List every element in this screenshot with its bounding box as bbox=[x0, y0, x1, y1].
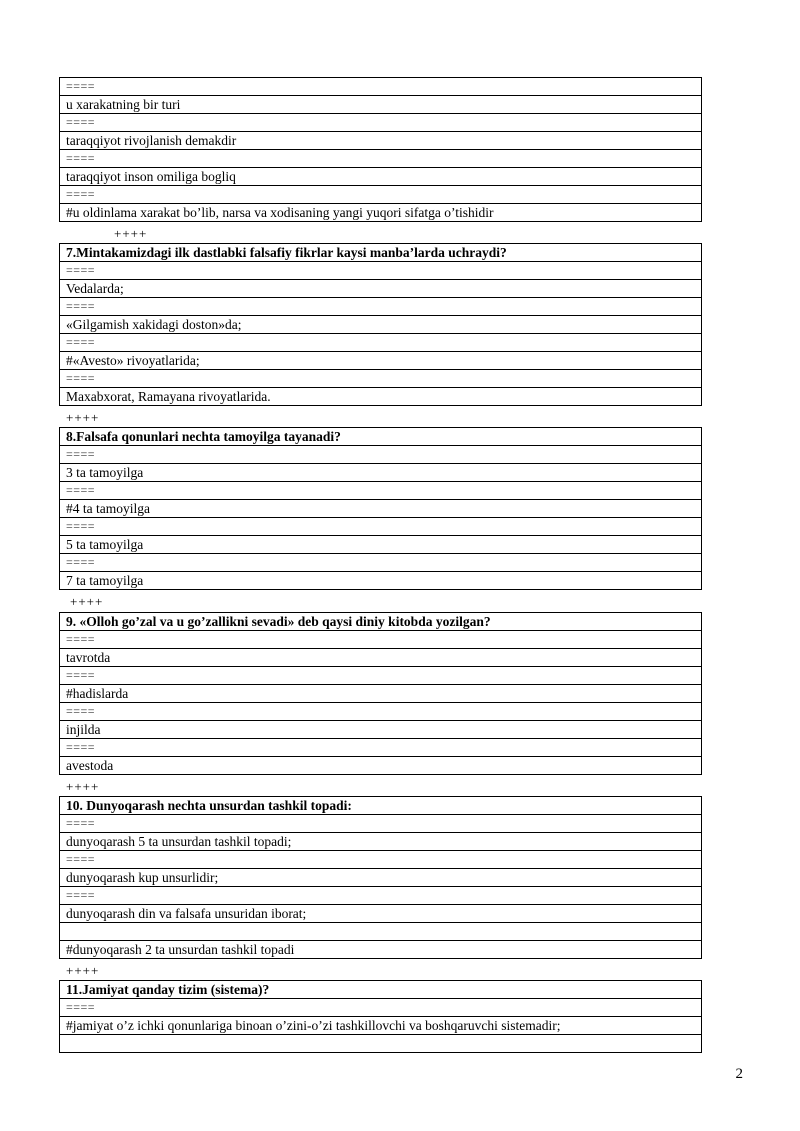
empty-separator bbox=[60, 923, 702, 941]
answer-option: 5 ta tamoyilga bbox=[60, 536, 702, 554]
question-block-6-continued bbox=[59, 77, 702, 222]
answer-option-correct: #dunyoqarash 2 ta unsurdan tashkil topadi bbox=[60, 941, 702, 959]
question-text: 7.Mintakamizdagi ilk dastlabki falsafiy fikrlar kaysi manba’larda uchraydi? bbox=[60, 244, 702, 262]
separator: ==== bbox=[60, 262, 702, 280]
question-block-7 bbox=[59, 243, 702, 406]
separator: ==== bbox=[60, 334, 702, 352]
answer-option: taraqqiyot inson omiliga bogliq bbox=[60, 168, 702, 186]
separator: ==== bbox=[60, 999, 702, 1017]
plus-marker: ++++ bbox=[66, 410, 100, 425]
question-block-11 bbox=[59, 980, 702, 1053]
answer-option-correct: #hadislarda bbox=[60, 685, 702, 703]
answer-option-correct: #4 ta tamoyilga bbox=[60, 500, 702, 518]
separator: ==== bbox=[60, 851, 702, 869]
answer-option: 7 ta tamoyilga bbox=[60, 572, 702, 590]
page-number: 2 bbox=[735, 1066, 743, 1082]
plus-marker: ++++ bbox=[66, 963, 100, 978]
answer-option: injilda bbox=[60, 721, 702, 739]
separator: ==== bbox=[60, 887, 702, 905]
answer-option: dunyoqarash kup unsurlidir; bbox=[60, 869, 702, 887]
question-text: 10. Dunyoqarash nechta unsurdan tashkil topadi: bbox=[60, 797, 702, 815]
separator: ==== bbox=[60, 298, 702, 316]
plus-marker: ++++ bbox=[66, 779, 100, 794]
answer-option: dunyoqarash 5 ta unsurdan tashkil topadi; bbox=[60, 833, 702, 851]
question-text: 8.Falsafa qonunlari nechta tamoyilga tayanadi? bbox=[60, 428, 702, 446]
answer-option: Maxabxorat, Ramayana rivoyatlarida. bbox=[60, 388, 702, 406]
separator: ==== bbox=[60, 518, 702, 536]
plus-marker: ++++ bbox=[114, 226, 148, 241]
question-text: 9. «Olloh go’zal va u go’zallikni sevadi» deb qaysi diniy kitobda yozilgan? bbox=[60, 613, 702, 631]
answer-option-correct: #u oldinlama xarakat bo’lib, narsa va xodisaning yangi yuqori sifatga o’tishidir bbox=[60, 204, 702, 222]
plus-marker: ++++ bbox=[70, 594, 104, 609]
separator: ==== bbox=[60, 482, 702, 500]
question-block-10 bbox=[59, 796, 702, 959]
answer-option: u xarakatning bir turi bbox=[60, 96, 702, 114]
separator: ==== bbox=[60, 150, 702, 168]
separator: ==== bbox=[60, 78, 702, 96]
separator: ==== bbox=[60, 667, 702, 685]
separator: ==== bbox=[60, 631, 702, 649]
question-block-8 bbox=[59, 427, 702, 590]
answer-option: avestoda bbox=[60, 757, 702, 775]
separator: ==== bbox=[60, 446, 702, 464]
question-block-9 bbox=[59, 612, 702, 775]
separator: ==== bbox=[60, 114, 702, 132]
answer-option: 3 ta tamoyilga bbox=[60, 464, 702, 482]
answer-option: «Gilgamish xakidagi doston»da; bbox=[60, 316, 702, 334]
answer-option: Vedalarda; bbox=[60, 280, 702, 298]
answer-option-correct: #jamiyat o’z ichki qonunlariga binoan o’zini-o’zi tashkillovchi va boshqaruvchi sistemadir; bbox=[60, 1017, 702, 1035]
answer-option-correct: #«Avesto» rivoyatlarida; bbox=[60, 352, 702, 370]
separator: ==== bbox=[60, 815, 702, 833]
answer-option: taraqqiyot rivojlanish demakdir bbox=[60, 132, 702, 150]
empty-row bbox=[60, 1035, 702, 1053]
separator: ==== bbox=[60, 739, 702, 757]
separator: ==== bbox=[60, 186, 702, 204]
separator: ==== bbox=[60, 703, 702, 721]
question-text: 11.Jamiyat qanday tizim (sistema)? bbox=[60, 981, 702, 999]
answer-option: dunyoqarash din va falsafa unsuridan iborat; bbox=[60, 905, 702, 923]
separator: ==== bbox=[60, 370, 702, 388]
separator: ==== bbox=[60, 554, 702, 572]
answer-option: tavrotda bbox=[60, 649, 702, 667]
